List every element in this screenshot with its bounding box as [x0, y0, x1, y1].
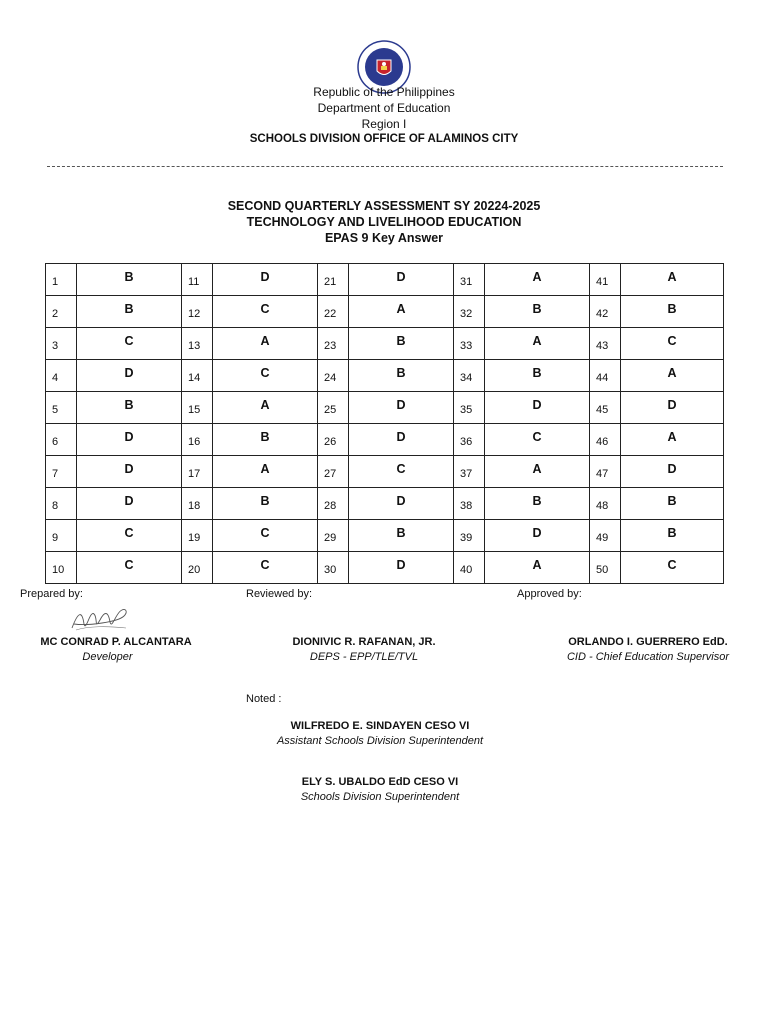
item-answer: C	[213, 296, 318, 328]
item-answer: B	[485, 296, 590, 328]
item-number: 5	[46, 392, 77, 424]
table-row	[46, 552, 724, 584]
item-number: 14	[182, 360, 213, 392]
item-answer: C	[349, 456, 454, 488]
item-answer: A	[213, 328, 318, 360]
item-answer: B	[621, 296, 724, 328]
item-number: 20	[182, 552, 213, 584]
item-answer: B	[485, 360, 590, 392]
item-answer: C	[213, 520, 318, 552]
item-number: 21	[318, 264, 349, 296]
assessment-title: SECOND QUARTERLY ASSESSMENT SY 20224-2025	[227, 199, 541, 213]
item-answer: A	[213, 456, 318, 488]
item-answer: B	[213, 488, 318, 520]
item-number: 4	[46, 360, 77, 392]
item-answer: D	[621, 456, 724, 488]
item-answer: A	[485, 552, 590, 584]
item-answer: A	[485, 328, 590, 360]
noted-asds-name: WILFREDO E. SINDAYEN CESO VI	[290, 720, 470, 732]
approved-name: ORLANDO I. GUERRERO EdD.	[568, 636, 728, 648]
item-number: 10	[46, 552, 77, 584]
prepared-name: MC CONRAD P. ALCANTARA	[40, 636, 192, 648]
item-answer: D	[213, 264, 318, 296]
item-number: 43	[590, 328, 621, 360]
reviewed-by-label: Reviewed by:	[246, 588, 313, 600]
item-answer: D	[77, 360, 182, 392]
item-number: 45	[590, 392, 621, 424]
noted-label: Noted :	[246, 693, 282, 705]
noted-sds-role: Schools Division Superintendent	[300, 791, 460, 803]
item-answer: A	[485, 456, 590, 488]
item-answer: B	[77, 392, 182, 424]
table-row	[46, 456, 724, 488]
noted-asds-role: Assistant Schools Division Superintendent	[276, 735, 484, 747]
item-number: 7	[46, 456, 77, 488]
item-answer: B	[621, 520, 724, 552]
item-number: 41	[590, 264, 621, 296]
item-number: 8	[46, 488, 77, 520]
table-row	[46, 264, 724, 296]
item-number: 12	[182, 296, 213, 328]
item-answer: D	[621, 392, 724, 424]
item-number: 3	[46, 328, 77, 360]
item-answer: C	[621, 328, 724, 360]
item-number: 50	[590, 552, 621, 584]
item-number: 47	[590, 456, 621, 488]
item-answer: C	[77, 520, 182, 552]
item-answer: C	[213, 360, 318, 392]
noted-sds-name: ELY S. UBALDO EdD CESO VI	[301, 776, 459, 788]
item-number: 37	[454, 456, 485, 488]
item-number: 39	[454, 520, 485, 552]
approved-by-label: Approved by:	[517, 588, 582, 600]
header-republic: Republic of the Philippines	[313, 85, 455, 99]
reviewed-role: DEPS - EPP/TLE/TVL	[309, 651, 419, 663]
item-number: 28	[318, 488, 349, 520]
item-number: 11	[182, 264, 213, 296]
item-number: 23	[318, 328, 349, 360]
item-number: 33	[454, 328, 485, 360]
answer-key-table	[45, 263, 724, 584]
item-answer: B	[77, 264, 182, 296]
item-number: 34	[454, 360, 485, 392]
item-answer: D	[349, 552, 454, 584]
item-answer: D	[349, 392, 454, 424]
item-answer: A	[349, 296, 454, 328]
item-number: 36	[454, 424, 485, 456]
item-answer: D	[349, 488, 454, 520]
table-row	[46, 296, 724, 328]
item-number: 46	[590, 424, 621, 456]
item-answer: B	[349, 360, 454, 392]
item-answer: C	[77, 552, 182, 584]
table-row	[46, 488, 724, 520]
table-row	[46, 520, 724, 552]
item-answer: C	[485, 424, 590, 456]
item-number: 25	[318, 392, 349, 424]
item-number: 6	[46, 424, 77, 456]
item-number: 15	[182, 392, 213, 424]
item-number: 35	[454, 392, 485, 424]
item-number: 27	[318, 456, 349, 488]
item-number: 29	[318, 520, 349, 552]
item-number: 17	[182, 456, 213, 488]
item-number: 19	[182, 520, 213, 552]
item-number: 40	[454, 552, 485, 584]
item-number: 22	[318, 296, 349, 328]
item-answer: C	[213, 552, 318, 584]
table-row	[46, 424, 724, 456]
header-department: Department of Education	[317, 101, 451, 115]
item-answer: B	[621, 488, 724, 520]
reviewed-name: DIONIVIC R. RAFANAN, JR.	[292, 636, 436, 648]
item-number: 49	[590, 520, 621, 552]
table-row	[46, 328, 724, 360]
item-answer: B	[213, 424, 318, 456]
table-row	[46, 392, 724, 424]
item-number: 26	[318, 424, 349, 456]
item-number: 31	[454, 264, 485, 296]
item-number: 1	[46, 264, 77, 296]
item-number: 13	[182, 328, 213, 360]
item-number: 30	[318, 552, 349, 584]
item-answer: D	[485, 520, 590, 552]
item-number: 38	[454, 488, 485, 520]
header-region: Region I	[361, 117, 407, 131]
item-answer: A	[485, 264, 590, 296]
item-number: 2	[46, 296, 77, 328]
item-answer: A	[621, 360, 724, 392]
key-answer-title: EPAS 9 Key Answer	[324, 231, 444, 245]
item-number: 44	[590, 360, 621, 392]
item-number: 32	[454, 296, 485, 328]
handwritten-signature-icon	[68, 602, 130, 636]
item-answer: A	[621, 424, 724, 456]
subject-title: TECHNOLOGY AND LIVELIHOOD EDUCATION	[246, 215, 522, 229]
item-answer: D	[349, 424, 454, 456]
approved-role: CID - Chief Education Supervisor	[566, 651, 729, 663]
table-row	[46, 360, 724, 392]
dashed-divider	[47, 166, 723, 167]
item-answer: C	[621, 552, 724, 584]
prepared-role: Developer	[82, 651, 133, 663]
item-answer: B	[77, 296, 182, 328]
item-answer: D	[349, 264, 454, 296]
item-answer: D	[485, 392, 590, 424]
header-division: SCHOOLS DIVISION OFFICE OF ALAMINOS CITY	[249, 133, 519, 145]
item-answer: D	[77, 456, 182, 488]
item-answer: D	[77, 488, 182, 520]
item-number: 42	[590, 296, 621, 328]
item-answer: B	[485, 488, 590, 520]
item-answer: A	[621, 264, 724, 296]
item-answer: C	[77, 328, 182, 360]
item-number: 16	[182, 424, 213, 456]
item-answer: A	[213, 392, 318, 424]
item-answer: B	[349, 520, 454, 552]
item-number: 9	[46, 520, 77, 552]
item-number: 24	[318, 360, 349, 392]
item-answer: D	[77, 424, 182, 456]
item-number: 18	[182, 488, 213, 520]
item-number: 48	[590, 488, 621, 520]
item-answer: B	[349, 328, 454, 360]
prepared-by-label: Prepared by:	[20, 588, 83, 600]
